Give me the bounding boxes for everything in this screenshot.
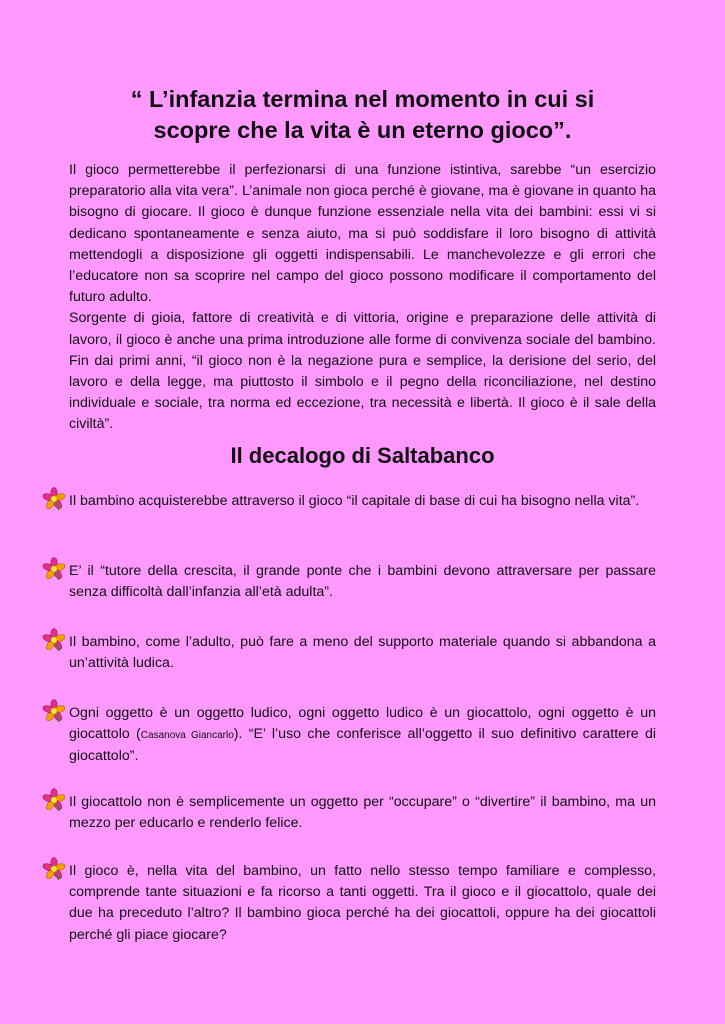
flower-icon — [42, 487, 66, 511]
decalogue-item-text: Il bambino acquisterebbe attraverso il gioco “il capitale di base di cui ha bisogno nella vita”. — [69, 493, 640, 509]
flower-icon — [42, 699, 66, 723]
flower-icon — [42, 788, 66, 812]
decalogue-item — [42, 861, 656, 946]
section-title: Il decalogo di Saltabanco — [230, 443, 495, 468]
intro-text — [69, 160, 656, 436]
decalogue-item — [42, 792, 656, 834]
decalogue-item-text: Il giocattolo non è semplicemente un oggetto per “occupare” o “divertire” il bambino, ma un mezzo per educarlo e renderlo felice. — [69, 794, 656, 832]
item-text-before: Ogni oggetto è un oggetto ludico, ogni oggetto ludico è un giocattolo, ogni oggetto è un giocattolo ( — [69, 705, 656, 743]
decalogue-item — [42, 632, 656, 674]
decalogue-item — [42, 491, 656, 512]
page-title — [60, 84, 665, 146]
item-text-after: ). “E’ l’uso che conferisce all’oggetto il suo definitivo carattere di giocattolo”. — [69, 726, 656, 765]
intro-paragraph-1: Il gioco permetterebbe il perfezionarsi di una funzione istintiva, sarebbe “un esercizio preparatorio alla vita vera”. L’animale non gioca perché è giovane, ma è giovane in quanto ha bisogno di giocare. Il gioco è dunque funzione essenziale nella vita dei bambini: essi vi si dedicano spontaneamente e senza aiuto, ma si può soddisfare il loro bisogno di attività mettendogli a disposizione gli oggetti indispensabili. Le manchevolezze e gli errori che l’educatore non sa scoprire nel campo del gioco possono modificare il comportamento del futuro adulto. — [69, 162, 656, 306]
flower-icon — [42, 557, 66, 581]
title-line-1: “ L’infanzia termina nel momento in cui si — [130, 86, 595, 112]
citation-author: Casanova Giancarlo — [140, 730, 234, 742]
decalogue-item — [42, 703, 656, 768]
flower-icon — [42, 857, 66, 881]
title-line-2: scopre che la vita è un eterno gioco”. — [153, 117, 572, 143]
decalogue-item — [42, 561, 656, 603]
decalogue-item-text — [69, 703, 656, 768]
decalogue-item-text: Il gioco è, nella vita del bambino, un fatto nello stesso tempo familiare e complesso, comprende tante situazioni e fa ricorso a tanti oggetti. Tra il gioco e il giocattolo, quale dei due ha preceduto l’altro? Il bambino gioca perché ha dei giocattoli, oppure ha dei giocattoli perché gli piace giocare? — [69, 863, 656, 943]
flower-icon — [42, 628, 66, 652]
decalogue-item-text: E’ il “tutore della crescita, il grande ponte che i bambini devono attraversare per passare senza difficoltà dall’infanzia all’età adulta”. — [69, 563, 656, 601]
decalogue-item-text: Il bambino, come l’adulto, può fare a meno del supporto materiale quando si abbandona a un’attività ludica. — [69, 634, 656, 672]
intro-paragraph-2: Sorgente di gioia, fattore di creatività e di vittoria, origine e preparazione delle attività di lavoro, il gioco è anche una prima introduzione alle forme di convivenza sociale del bambino. Fin dai primi anni, “il gioco non è la negazione pura e semplice, la derisione del serio, del lavoro e della legge, ma piuttosto il simbolo e il pegno della riconciliazione, nel destino individuale e sociale, tra norma ed eccezione, tra necessità e libertà. Il gioco è il sale della civiltà”. — [69, 310, 656, 433]
